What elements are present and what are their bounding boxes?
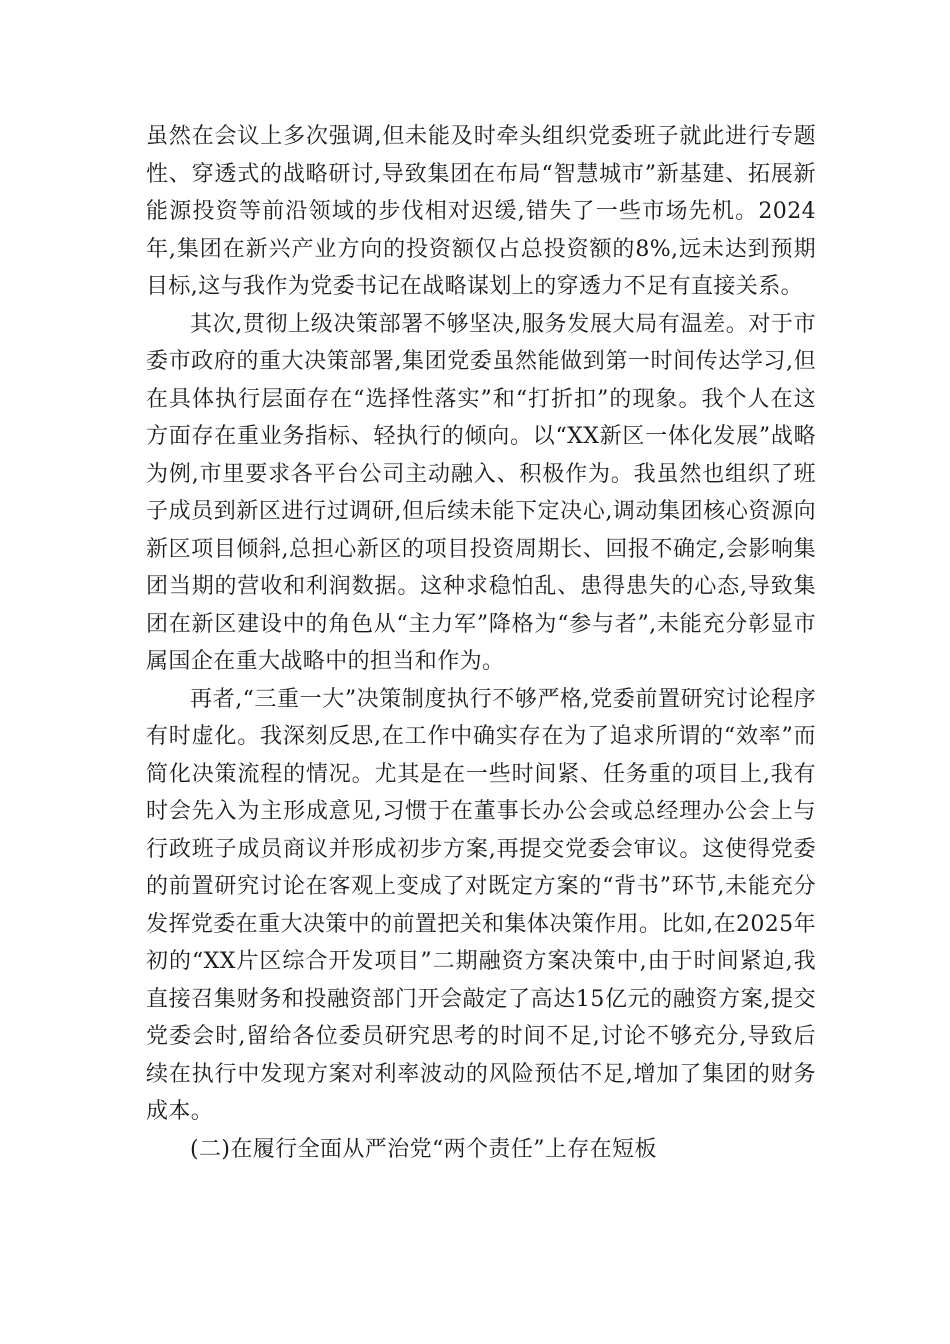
paragraph-strategy-research: 虽然在会议上多次强调,但未能及时牵头组织党委班子就此进行专题性、穿透式的战略研讨,导致集团在布局“智慧城市”新基建、拓展新能源投资等前沿领域的步伐相对迟缓,错失了一些市场先机。2024年,集团在新兴产业方向的投资额仅占总投资额的8%,远未达到预期目标,这与我作为党委书记在战略谋划上的穿透力不足有直接关系。 xyxy=(146,124,816,299)
paragraph-decision-procedure: 再者,“三重一大”决策制度执行不够严格,党委前置研究讨论程序有时虚化。我深刻反思,在工作中确实存在为了追求所谓的“效率”而简化决策流程的情况。尤其是在一些时间紧、任务重的项目上,我有时会先入为主形成意见,习惯于在董事长办公会或总经理办公会上与行政班子成员商议并形成初步方案,再提交党委会审议。这使得党委的前置研究讨论在客观上变成了对既定方案的“背书”环节,未能充分发挥党委在重大决策中的前置把关和集体决策作用。比如,在2025年初的“XX片区综合开发项目”二期融资方案决策中,由于时间紧迫,我直接召集财务和投融资部门开会敲定了高达15亿元的融资方案,提交党委会时,留给各位委员研究思考的时间不足,讨论不够充分,导致后续在执行中发现方案对利率波动的风险预估不足,增加了集团的财务成本。 xyxy=(146,686,816,1124)
document-page xyxy=(146,118,816,1168)
section-heading: (二)在履行全面从严治党“两个责任”上存在短板 xyxy=(190,1136,657,1162)
paragraph-decision-implementation: 其次,贯彻上级决策部署不够坚决,服务发展大局有温差。对于市委市政府的重大决策部署,集团党委虽然能做到第一时间传达学习,但在具体执行层面存在“选择性落实”和“打折扣”的现象。我个人在这方面存在重业务指标、轻执行的倾向。以“XX新区一体化发展”战略为例,市里要求各平台公司主动融入、积极作为。我虽然也组织了班子成员到新区进行过调研,但后续未能下定决心,调动集团核心资源向新区项目倾斜,总担心新区的项目投资周期长、回报不确定,会影响集团当期的营收和利润数据。这种求稳怕乱、患得患失的心态,导致集团在新区建设中的角色从“主力军”降格为“参与者”,未能充分彰显市属国企在重大战略中的担当和作为。 xyxy=(146,311,816,674)
